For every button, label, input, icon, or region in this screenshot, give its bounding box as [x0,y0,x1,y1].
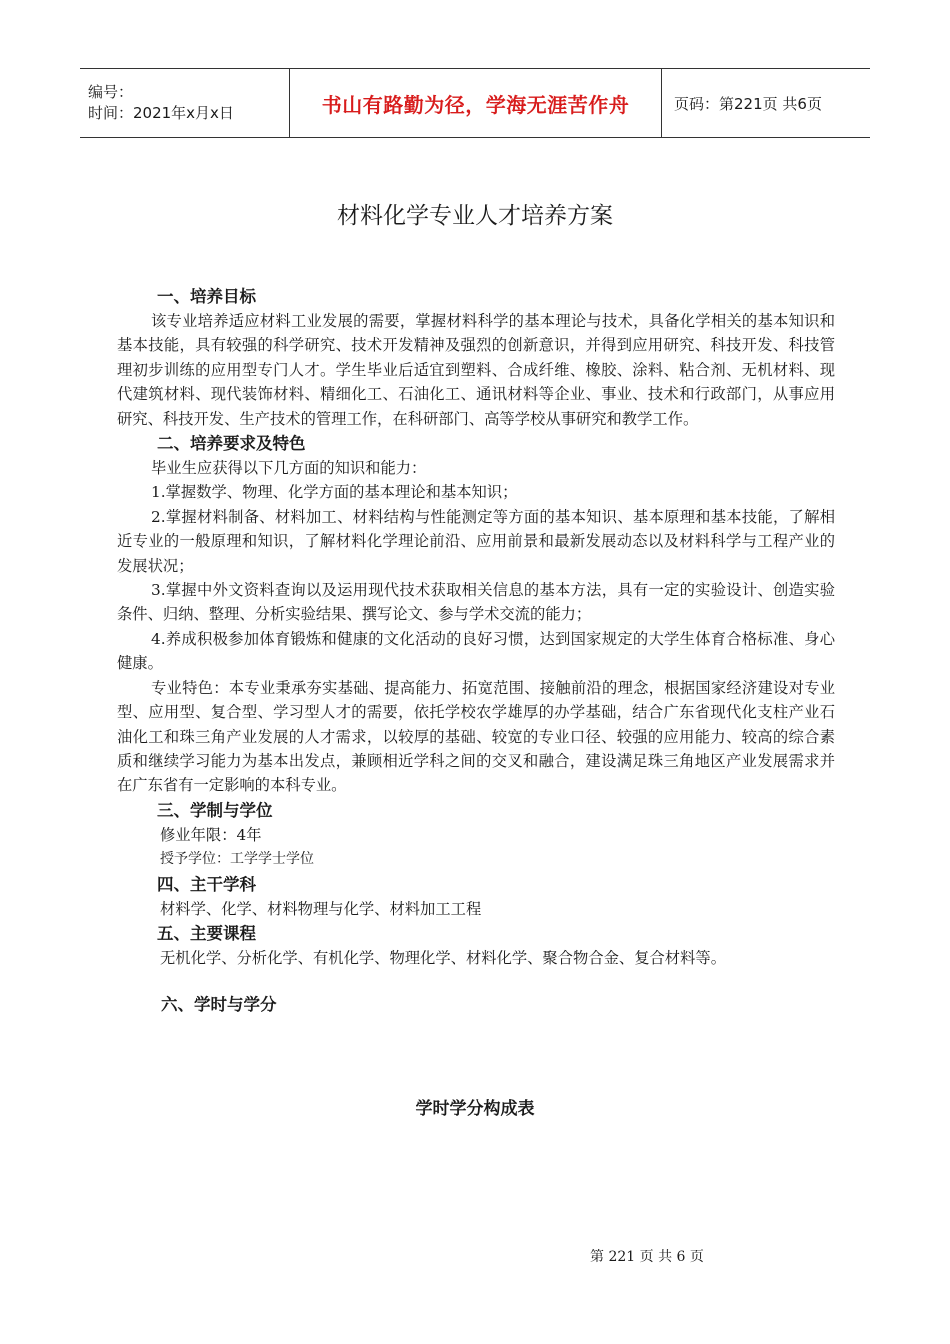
section-3-heading: 三、学制与学位 [157,800,273,820]
section-2-item-3: 3.掌握中外文资料查询以及运用现代技术获取相关信息的基本方法，具有一定的实验设计、创造实验条件、归纳、整理、分析实验结果、撰写论文、参与学术交流的能力； [117,581,835,624]
section-6-heading: 六、学时与学分 [161,995,277,1015]
header-time-label: 时间：2021年x月x日 [88,104,234,122]
header-meta [80,69,289,137]
header-motto-text: 书山有路勤为径，学海无涯苦作舟 [321,92,630,117]
section-1-heading: 一、培养目标 [157,287,256,306]
section-2-heading: 二、培养要求及特色 [157,434,306,454]
section-4-text: 材料学、化学、材料物理与化学、材料加工工程 [160,899,482,918]
section-2-item-2: 2.掌握材料制备、材料加工、材料结构与性能测定等方面的基本知识、基本原理和基本技能，了解相近专业的一般原理和知识，了解材料化学理论前沿、应用前景和最新发展动态以及材料科学与工程产业的发展状况； [117,507,835,575]
section-5-text: 无机化学、分析化学、有机化学、物理化学、材料化学、聚合物合金、复合材料等。 [160,948,726,967]
section-1-text: 该专业培养适应材料工业发展的需要，掌握材料科学的基本理论与技术，具备化学相关的基本知识和基本技能，具有较强的科学研究、技术开发精神及强烈的创新意识，并得到应用研究、科技开发、科技管理初步训练的应用型专门人才。学生毕业后适宜到塑料、合成纤维、橡胶、涂料、粘合剂、无机材料、现代建筑材料、现代装饰材料、精细化工、石油化工、通讯材料等企业、事业、技术和行政部门，从事应用研究、科技开发、生产技术的管理工作，在科研部门、高等学校从事研究和教学工作。 [117,312,835,428]
page-header [80,68,870,138]
page-footer: 第 221 页 共 6 页 [590,1249,704,1265]
header-motto [289,69,662,137]
document-title: 材料化学专业人才培养方案 [337,203,613,229]
section-2-feature: 专业特色：本专业秉承夯实基础、提高能力、拓宽范围、接触前沿的理念，根据国家经济建设对专业型、应用型、复合型、学习型人才的需要，依托学校农学雄厚的办学基础，结合广东省现代化支柱产业石油化工和珠三角产业发展的人才需求，以较厚的基础、较宽的专业口径、较强的应用能力、较高的综合素质和继续学习能力为基本出发点，兼顾相近学科之间的交叉和融合，建设满足珠三角地区产业发展需求并在广东省有一定影响的本科专业。 [117,678,835,795]
table-title: 学时学分构成表 [415,1099,535,1119]
section-2-intro: 毕业生应获得以下几方面的知识和能力： [151,459,427,478]
section-2-item-4: 4.养成积极参加体育锻炼和健康的文化活动的良好习惯，达到国家规定的大学生体育合格标准、身心健康。 [117,629,835,673]
header-page [662,69,822,137]
section-2-item-1: 1.掌握数学、物理、化学方面的基本理论和基本知识； [151,483,518,502]
section-3-years: 修业年限：4年 [160,825,262,844]
section-3-degree: 授予学位：工学学士学位 [160,851,314,868]
header-page-label: 页码：第221页 共6页 [674,94,822,113]
section-4-heading: 四、主干学科 [157,874,256,894]
section-5-heading: 五、主要课程 [157,923,256,943]
header-number-label: 编号： [88,83,134,101]
document-body [117,284,835,1017]
